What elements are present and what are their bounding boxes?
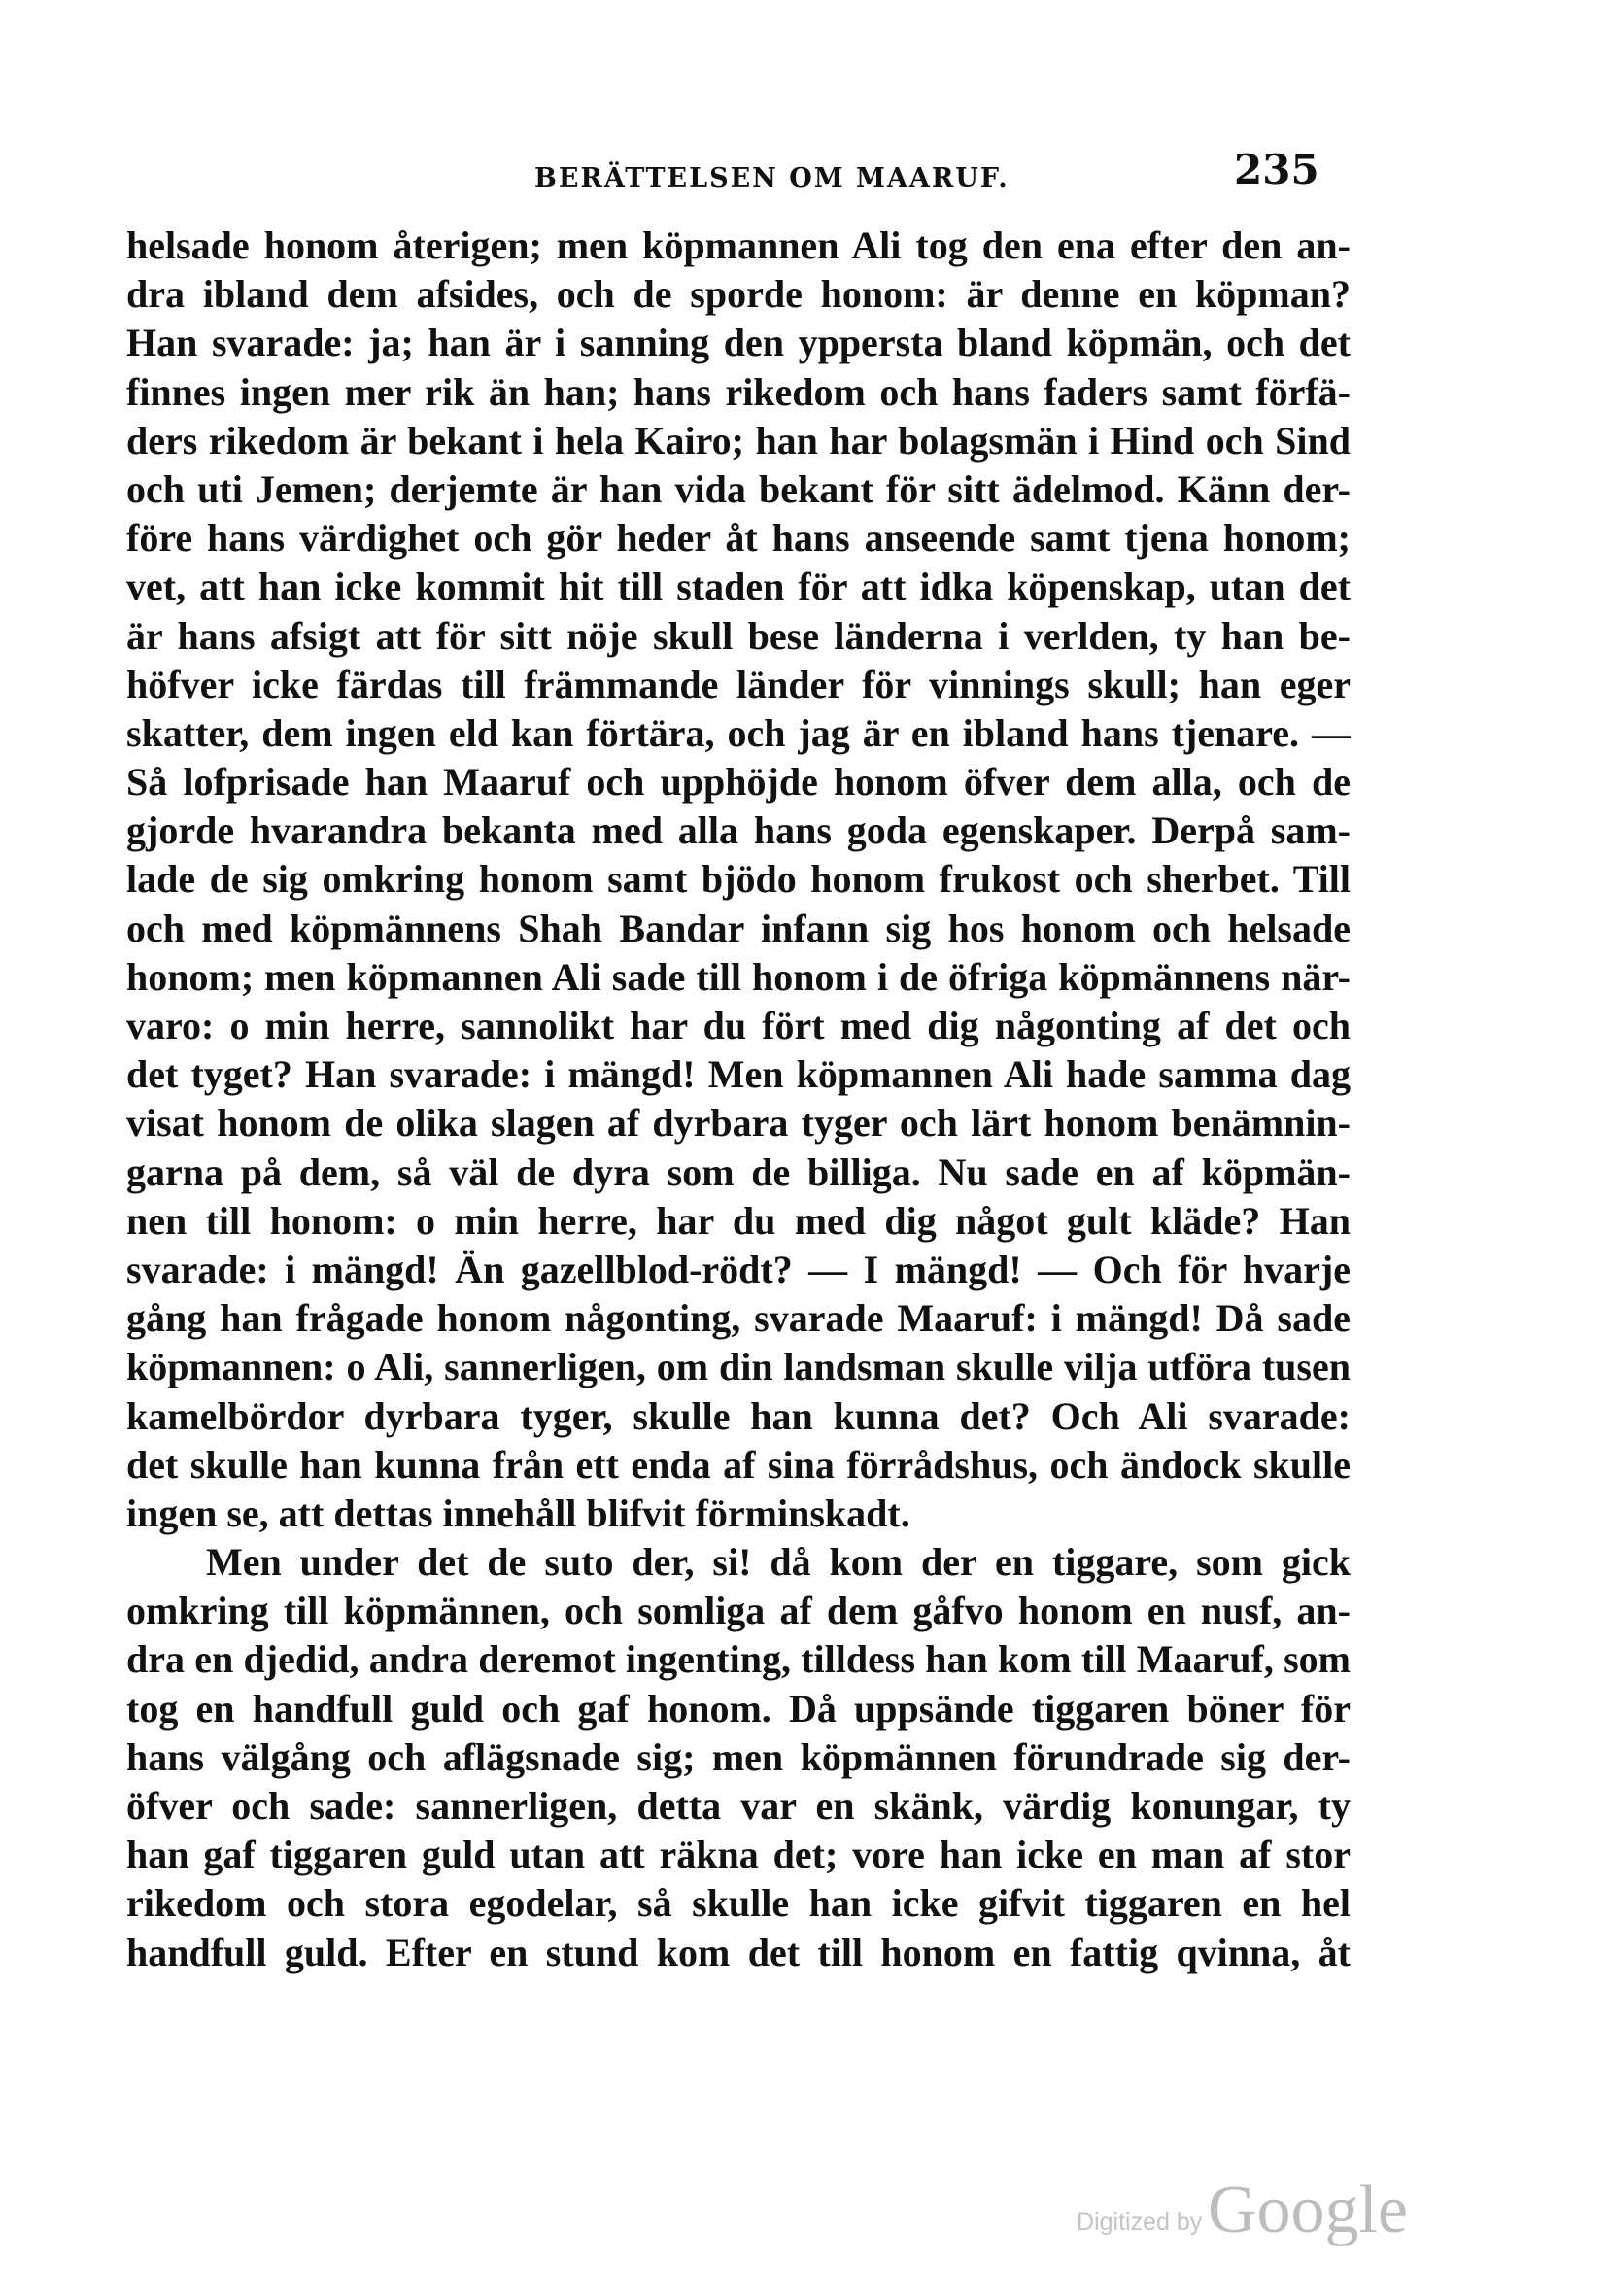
body-text — [126, 222, 1351, 1977]
text-line-paragraph-start: Men under det de suto der, si! då kom der en tiggare, som gick — [206, 1540, 1351, 1585]
text-line: rikedom och stora egodelar, så skulle han icke gifvit tiggaren en hel — [126, 1881, 1351, 1926]
text-line: skatter, dem ingen eld kan förtära, och jag är en ibland hans tjenare. — — [126, 710, 1351, 755]
text-line: varo: o min herre, sannolikt har du fört med dig någonting af det och — [126, 1004, 1351, 1047]
text-line: och uti Jemen; derjemte är han vida bekant för sitt ädelmod. Känn der- — [126, 466, 1351, 511]
text-line: vet, att han icke kommit hit till staden för att idka köpenskap, utan det — [126, 565, 1351, 609]
running-head: BERÄTTELSEN OM MAARUF. — [534, 163, 1010, 193]
text-line: dra en djedid, andra deremot ingenting, tilldess han kom till Maaruf, som — [126, 1637, 1351, 1682]
text-line: gång han frågade honom någonting, svarade Maaruf: i mängd! Då sade — [126, 1296, 1351, 1341]
text-line: helsade honom återigen; men köpmannen Ali tog den ena efter den an- — [126, 223, 1351, 267]
text-line: dra ibland dem afsides, och de sporde honom: är denne en köpman? — [126, 272, 1351, 317]
text-line: före hans värdighet och gör heder åt hans anseende samt tjena honom; — [126, 516, 1351, 561]
text-line: han gaf tiggaren guld utan att räkna det; vore han icke en man af stor — [126, 1833, 1351, 1877]
watermark-prefix: Digitized by — [1077, 2209, 1203, 2236]
text-line: och med köpmännens Shah Bandar infann sig hos honom och helsade — [126, 906, 1351, 950]
digitized-by-google-watermark — [1077, 2172, 1407, 2249]
text-line: visat honom de olika slagen af dyrbara tyger och lärt honom benämnin- — [126, 1101, 1351, 1146]
text-line: honom; men köpmannen Ali sade till honom i de öfriga köpmännens när- — [126, 954, 1351, 999]
text-line: det skulle han kunna från ett enda af sina förrådshus, och ändock skulle — [126, 1442, 1351, 1487]
text-line: det tyget? Han svarade: i mängd! Men köpmannen Ali hade samma dag — [126, 1052, 1351, 1097]
text-line: garna på dem, så väl de dyra som de billiga. Nu sade en af köpmän- — [126, 1149, 1351, 1194]
text-line: höfver icke färdas till främmande länder för vinnings skull; han eger — [126, 662, 1351, 706]
text-line-paragraph-end: ingen se, att dettas innehåll blifvit förminskadt. — [126, 1491, 910, 1535]
text-line: är hans afsigt att för sitt nöje skull bese länderna i verlden, ty han be- — [126, 613, 1351, 658]
text-line: kamelbördor dyrbara tyger, skulle han kunna det? Och Ali svarade: — [126, 1393, 1351, 1438]
page-number: 235 — [1234, 146, 1319, 193]
text-line: lade de sig omkring honom samt bjödo honom frukost och sherbet. Till — [126, 857, 1351, 902]
text-line: öfver och sade: sannerligen, detta var en skänk, värdig konungar, ty — [126, 1784, 1351, 1828]
text-line: ders rikedom är bekant i hela Kairo; han har bolagsmän i Hind och Sind — [126, 418, 1351, 463]
text-line: nen till honom: o min herre, har du med dig något gult kläde? Han — [126, 1198, 1351, 1243]
text-line: svarade: i mängd! Än gazellblod-rödt? — I mängd! — Och för hvarje — [126, 1247, 1351, 1291]
text-line: Så lofprisade han Maaruf och upphöjde honom öfver dem alla, och de — [126, 760, 1351, 805]
text-line: gjorde hvarandra bekanta med alla hans goda egenskaper. Derpå sam- — [126, 808, 1351, 853]
text-line: köpmannen: o Ali, sannerligen, om din landsman skulle vilja utföra tusen — [126, 1345, 1351, 1389]
text-line: finnes ingen mer rik än han; hans rikedom och hans faders samt förfä- — [126, 369, 1351, 414]
page-header — [126, 146, 1341, 204]
text-line: Han svarade: ja; han är i sanning den yppersta bland köpmän, och det — [126, 321, 1351, 365]
text-line: handfull guld. Efter en stund kom det till honom en fattig qvinna, åt — [126, 1930, 1351, 1974]
text-line: hans välgång och aflägsnade sig; men köpmännen förundrade sig der- — [126, 1734, 1351, 1779]
text-line: tog en handfull guld och gaf honom. Då uppsände tiggaren böner för — [126, 1686, 1351, 1731]
google-logo: Google — [1208, 2173, 1409, 2247]
text-line: omkring till köpmännen, och somliga af dem gåfvo honom en nusf, an- — [126, 1589, 1351, 1633]
